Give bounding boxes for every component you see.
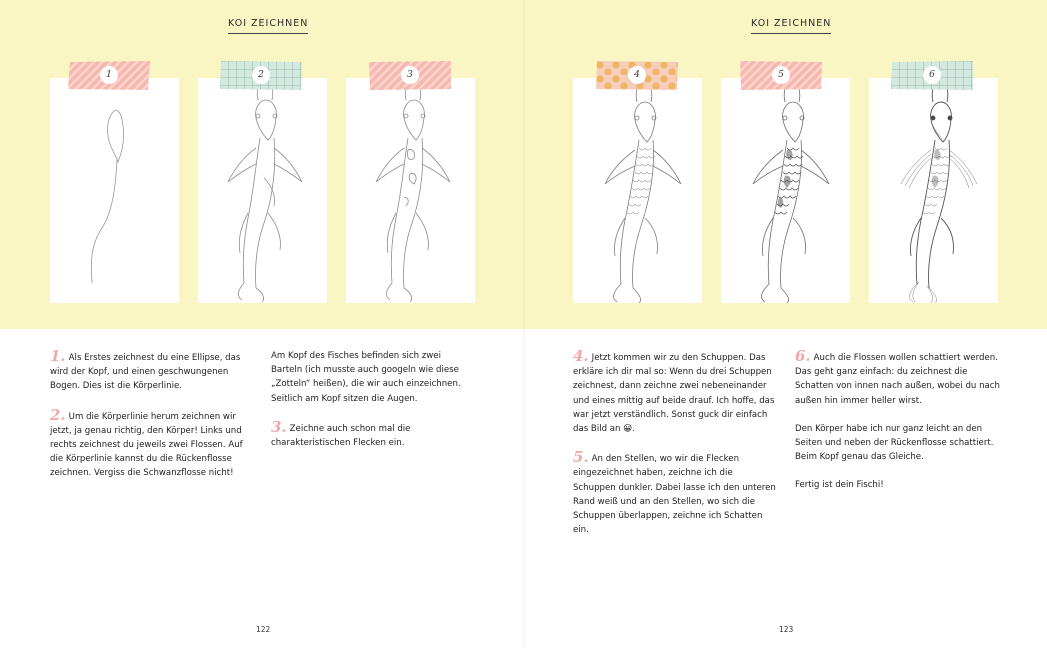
step-card-3 — [346, 78, 475, 303]
right-text-column-1 — [573, 349, 778, 551]
step-card-6 — [869, 78, 998, 303]
instruction-barbels: Am Kopf des Fisches befinden sich zwei Barteln (ich musste auch googeln wie diese „Zotteln“ heißen), die wir auch einzeichnen. Seitlich am Kopf sitzen die Augen. — [271, 351, 461, 404]
step-badge-6: 6 — [923, 66, 941, 84]
step-badge-2: 2 — [252, 66, 270, 84]
step-number: 6. — [795, 347, 811, 365]
washi-tape-6 — [891, 61, 973, 90]
washi-tape-3 — [369, 61, 451, 90]
instruction-finish: Fertig ist dein Fischi! — [795, 480, 884, 491]
step-card-4 — [573, 78, 702, 303]
washi-tape-1 — [68, 61, 150, 90]
koi-sketch-step-4 — [573, 78, 702, 303]
instruction-body-shading: Den Körper habe ich nur ganz leicht an den Seiten und neben der Rückenflosse schattiert. Beim Kopf genau das Gleiche. — [795, 423, 994, 463]
koi-sketch-step-2 — [198, 78, 327, 303]
step-card-2 — [198, 78, 327, 303]
page-number-left: 122 — [256, 625, 271, 634]
koi-sketch-step-6 — [869, 78, 998, 303]
right-text-column-2 — [795, 349, 1000, 507]
instruction-step-5: 5. An den Stellen, wo wir die Flecken eingezeichnet haben, zeichne ich die Schuppen dunkler. Dabei lasse ich den unteren Rand weiß und an den Stellen, wo sich die Schuppen überlappen, zeichne ich Schatten ein. — [573, 448, 776, 536]
step-badge-3: 3 — [401, 66, 419, 84]
step-card-5 — [721, 78, 850, 303]
instruction-step-1: 1. Als Erstes zeichnest du eine Ellipse, das wird der Kopf, und einen geschwungenen Bogen. Dies ist die Körperlinie. — [50, 347, 241, 392]
step-badge-1: 1 — [100, 66, 118, 84]
left-text-column-1 — [50, 349, 255, 495]
koi-sketch-step-5 — [721, 78, 850, 303]
step-number: 4. — [573, 347, 589, 365]
step-number: 3. — [271, 417, 287, 436]
instruction-step-3: 3. Zeichne auch schon mal die charakteristischen Flecken ein. — [271, 417, 411, 449]
step-number: 5. — [573, 448, 589, 467]
page-gutter — [523, 0, 525, 648]
step-badge-5: 5 — [772, 66, 790, 84]
instruction-step-6: 6. Auch die Flossen wollen schattiert werden. Das geht ganz einfach: du zeichnest die Schatten von innen nach außen, wobei du nach außen hin immer heller wirst. — [795, 347, 1000, 406]
page-header-left: KOI ZEICHNEN — [228, 18, 308, 34]
koi-sketch-step-3 — [346, 78, 475, 303]
page-header-right: KOI ZEICHNEN — [751, 18, 831, 34]
washi-tape-4 — [596, 61, 678, 90]
washi-tape-5 — [740, 61, 822, 90]
step-number: 1. — [50, 347, 66, 365]
instruction-step-4: 4. Jetzt kommen wir zu den Schuppen. Das erkläre ich dir mal so: Wenn du drei Schuppen zeichnest, dann zeichne zwei nebeneinander und eines mittig auf beide drauf. Ich hoffe, das war jetzt verständlich. Sonst guck dir einfach das Bild an 😀. — [573, 347, 775, 435]
instruction-step-2: 2. Um die Körperlinie herum zeichnen wir jetzt, ja genau richtig, den Körper! Links und rechts zeichnest du jeweils zwei Flossen. Auf die Körperlinie kannst du die Rückenflosse zeichnen. Vergiss die Schwanzflosse nicht! — [50, 405, 243, 479]
page-number-right: 123 — [779, 625, 794, 634]
washi-tape-2 — [220, 61, 302, 90]
koi-sketch-step-1 — [50, 78, 179, 303]
step-card-1 — [50, 78, 179, 303]
step-number: 2. — [50, 405, 66, 424]
left-text-column-2 — [271, 349, 471, 464]
step-badge-4: 4 — [628, 66, 646, 84]
